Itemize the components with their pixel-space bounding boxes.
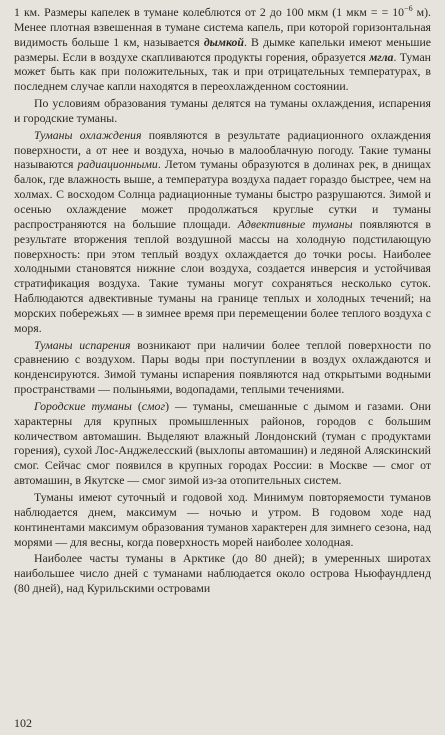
text-run: . В дымке капельки имеют меньшие размеры. Если в воздухе скапливаются продукты горения, образуется [14, 34, 432, 64]
text-run: м). Менее плотная взвешенная в тумане система капель, при которой горизонтальная видимость больше 1 км, называется [14, 5, 431, 49]
text-run: появляются в результате вторжения теплой воздушной массы на холодную подстилающую поверхность: при этом теплый воздух охлаждается до точки росы. Наиболее холодными становятся нижние слои воздуха, создается инверсия и устойчивая стратификация воздуха. Такие туманы могут сохраняться несколько суток. Наблюдаются адвективные туманы на границе теплых и холодных течений; на морских побережьях — в зимнее время при перемещении более теплого воздуха с моря. [14, 216, 431, 335]
emphasized-term: Адвективные туманы [237, 216, 353, 231]
emphasized-term: Городские туманы [34, 398, 132, 413]
text-run: . Туман может быть как при положительных, так и при отрицательных температурах, в последнем случае капли находятся в переохлажденном состоянии. [14, 49, 431, 94]
paragraph [14, 490, 431, 549]
text-run: . Летом туманы образуются в долинах рек, в днищах балок, где влажность выше, а температура воздуха падает гораздо быстрее, чем на холмах. С восходом Солнца радиационные туманы быстро разрушаются. Зимой и осенью охлаждение может продолжаться круглые сутки и туманы распространяются на большие площади. [14, 157, 431, 231]
text-run: По условиям образования туманы делятся на туманы охлаждения, испарения и городские туманы. [14, 96, 431, 125]
paragraph [14, 128, 431, 336]
emphasized-term: смог [141, 398, 166, 413]
text-run: появляются в результате радиационного охлаждения поверхности, а от нее и воздуха, ночью в малооблачную погоду. Такие туманы называются [14, 127, 431, 172]
paragraph [14, 399, 431, 488]
text-run: 1 км. Размеры капелек в тумане колеблются от 2 до 100 мкм (1 мкм = = 10 [14, 5, 405, 19]
body-text [14, 5, 431, 598]
emphasized-term: радиационными [77, 157, 158, 172]
text-run: Наиболее часты туманы в Арктике (до 80 дней); в умеренных широтах наибольшее число дней с туманами наблюдается около острова Ньюфаундленд (80 дней), над Курильскими островами [14, 551, 431, 596]
paragraph [14, 338, 431, 397]
emphasized-term: Туманы охлаждения [34, 127, 142, 142]
paragraph [14, 551, 431, 596]
emphasized-term: −6 [404, 4, 413, 14]
paragraph [14, 96, 431, 126]
emphasized-term: дымкой [203, 34, 244, 49]
text-run: возникают при наличии более теплой поверхности по сравнению с воздухом. Пары воды при поступлении в воздух охлаждаются и конденсируются. Зимой туманы испарения появляются над открытыми водными пространствами — полыньями, водопадами, теплыми течениями. [14, 337, 431, 397]
page-number: 102 [14, 716, 32, 730]
emphasized-term: Туманы испарения [34, 337, 131, 352]
paragraph [14, 5, 431, 94]
emphasized-term: мгла [369, 49, 394, 64]
text-run: ( [131, 398, 142, 413]
text-run: Туманы имеют суточный и годовой ход. Минимум повторяемости туманов наблюдается днем, максимум — ночью и утром. В годовом ходе над континентами максимум образования туманов характерен для зимнего сезона, над морями — для весны, когда поверхность морей наиболее холодная. [14, 490, 431, 549]
text-run: ) — туманы, смешанные с дымом и газами. Они характерны для крупных промышленных районов, городов с большим количеством автомашин. Выделяют влажный Лондонский (туман с продуктами горения), сухой Лос-Анджелесский (выхлопы автомашин) и ледяной Аляскинский смог. Сейчас смог появился в крупных городах России: в Москве — смог от автомашин, в Якутске — смог зимой из-за отопительных систем. [14, 398, 431, 488]
